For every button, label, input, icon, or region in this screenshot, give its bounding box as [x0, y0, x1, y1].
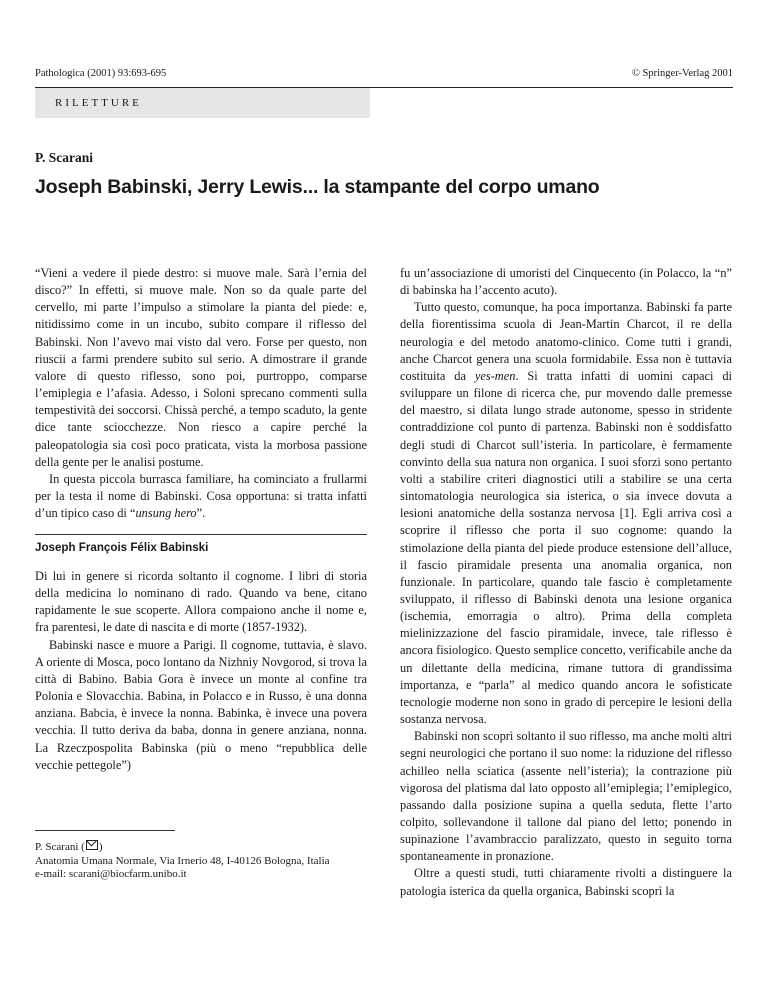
paragraph: Babinski nasce e muore a Parigi. Il cognome, tuttavia, è slavo. A oriente di Mosca, poco lontano da Nizhniy Novgorod, si trova la città di Babino. Babia Gora è invece un monte al confine tra Polonia e Slovacchia. Babina, in Polacco e in Russo, è una donna anziana. Babcia, è invece la nonna. Babinka, è invece una povera vecchia. Il tutto deriva da baba, donna in genere anziana, nonna. La Rzeczpospolita Babinska (più o meno “repubblica delle vecchie pettegole”): [35, 637, 367, 772]
text-run: . Si tratta infatti di uomini capaci di sviluppare un filone di ricerca che, pur movendo dalle premesse del maestro, si dilata lungo strade autonome, spesso in stridente contraddizione col punto di partenza. Babinski non è soddisfatto degli studi di Charcot sull’isteria. In particolare, è fermamente convinto della sua natura non organica. I suoi sforzi sono pertanto volti a stabilire criteri diagnostici utili a stabilire se una certa sintomatologia neurologica sia isterica, o sia invece dovuta a lesioni anatomiche della sostanza nervosa [1]. Egli arriva così a scoprire il riflesso che porta il suo cognome: quando la stimolazione della pianta del piede produce estensione dell’alluce, il fascio piramidale presenta una anomalia organica, non funzionale. In particolare, quando tale fascio è completamente sviluppato, il riflesso di Babinski denota una lesione organica (ischemia, emorragia o altro). Prima della completa mielinizzazione del fascio piramidale, invece, tale riflesso è ancora fisiologico. Questo semplice concetto, verificabile anche da un dilettante della medicina, rimane tuttora di grandissima importanza, e “parla” al medico quando ancora le sofisticate tecnologie moderne non sono in grado di percepire le lesioni della sostanza nervosa.: [400, 368, 733, 727]
text-run: Tutto questo, comunque, ha poca importanza. Babinski fa parte della fiorentissima scuola di Jean-Martin Charcot, il re della neurologia e del metodo anatomo-clinico. Come tutti i grandi, anche Charcot genera una scuola formidabile. Essa non è tuttavia costituita da: [400, 300, 732, 383]
section-band: [35, 88, 370, 118]
text-run: In questa piccola burrasca familiare, ha cominciato a frullarmi per la testa il nome di Babinski. Cosa opportuna: si tratta infatti d’un tipico caso di “: [35, 471, 367, 521]
section-subheading: Joseph François Félix Babinski: [35, 541, 209, 554]
article-title: Joseph Babinski, Jerry Lewis... la stampante del corpo umano: [35, 176, 600, 198]
journal-reference: Pathologica (2001) 93:693-695: [35, 68, 167, 79]
footnote-affiliation: Anatomia Umana Normale, Via Irnerio 48, I-40126 Bologna, Italia: [35, 854, 330, 867]
footnote-author: P. Scarani: [35, 841, 79, 853]
left-column-section: [35, 568, 367, 774]
section-label: RILETTURE: [55, 97, 142, 109]
footnote-name-line: P. Scarani ( ): [35, 841, 103, 853]
emphasis: unsung hero: [135, 506, 197, 521]
footnote-email[interactable]: e-mail: scarani@biocfarm.unibo.it: [35, 868, 187, 880]
paragraph: [35, 471, 367, 522]
envelope-icon: [86, 840, 98, 850]
running-head: [35, 68, 733, 79]
paragraph: Oltre a questi studi, tutti chiaramente rivolti a distinguere la patologia isterica da quella organica, Babinski scoprì la: [400, 866, 732, 898]
paragraph: fu un’associazione di umoristi del Cinquecento (in Polacco, la “n” di babinska ha l’accento acuto).: [400, 266, 732, 298]
emphasis: yes-men: [474, 368, 516, 383]
text-run: ”.: [196, 506, 206, 521]
paragraph: “Vieni a vedere il piede destro: si muove male. Sarà l’ernia del disco?” In effetti, si muove male. Non so da quale parte del cervello, mi parte l’impulso a stimolare la pianta del piede: e, nitidissimo come in un incubo, subito compare il riflesso del Babinski. Non l’avevo mai visto dal vero. Forse per questo, non riuscii a farmi prendere subito sul serio. A dimostrare il grande valore di questo riflesso, sono poi, purtroppo, comparse l’emiplegia e l’afasia. Adesso, i Soloni sprecano commenti sulla tempestività dei soccorsi. Chissà perché, a tempo scaduto, la gente dice tante sciocchezze. Non riesco a capire perché la paleopatologia sia così poco praticata, vista la morbosa passione della gente per le analisi postume.: [35, 266, 367, 469]
left-column-intro: [35, 265, 367, 522]
subheading-rule: [35, 534, 367, 535]
author-footnote: [35, 840, 375, 882]
paragraph: [400, 299, 732, 728]
author-name: P. Scarani: [35, 150, 94, 165]
copyright-notice: © Springer-Verlag 2001: [631, 68, 733, 79]
paragraph: Di lui in genere si ricorda soltanto il cognome. I libri di storia della medicina lo nominano di rado. Quando va bene, citano rapidamente le sue scoperte. Allora compaiono anche il nome e, fra parentesi, le date di nascita e di morte (1857-1932).: [35, 569, 367, 635]
paragraph: Babinski non scoprì soltanto il suo riflesso, ma anche molti altri segni neurologici che portano il suo nome: la riduzione del riflesso achilleo nella sciatica (assente nell’isteria); la contrazione più vigorosa del platisma dal lato opposto all’emiplegia; l’emiplegico, passando dalla posizione supina a quella seduta, flette l’arto colpito, sollevandone il tallone dal piano del letto; ponendo in supinazione l’avambraccio paralizzato, questo in seguito torna spontaneamente in pronazione.: [400, 729, 732, 864]
footnote-rule: [35, 830, 175, 831]
right-column: [400, 265, 732, 900]
